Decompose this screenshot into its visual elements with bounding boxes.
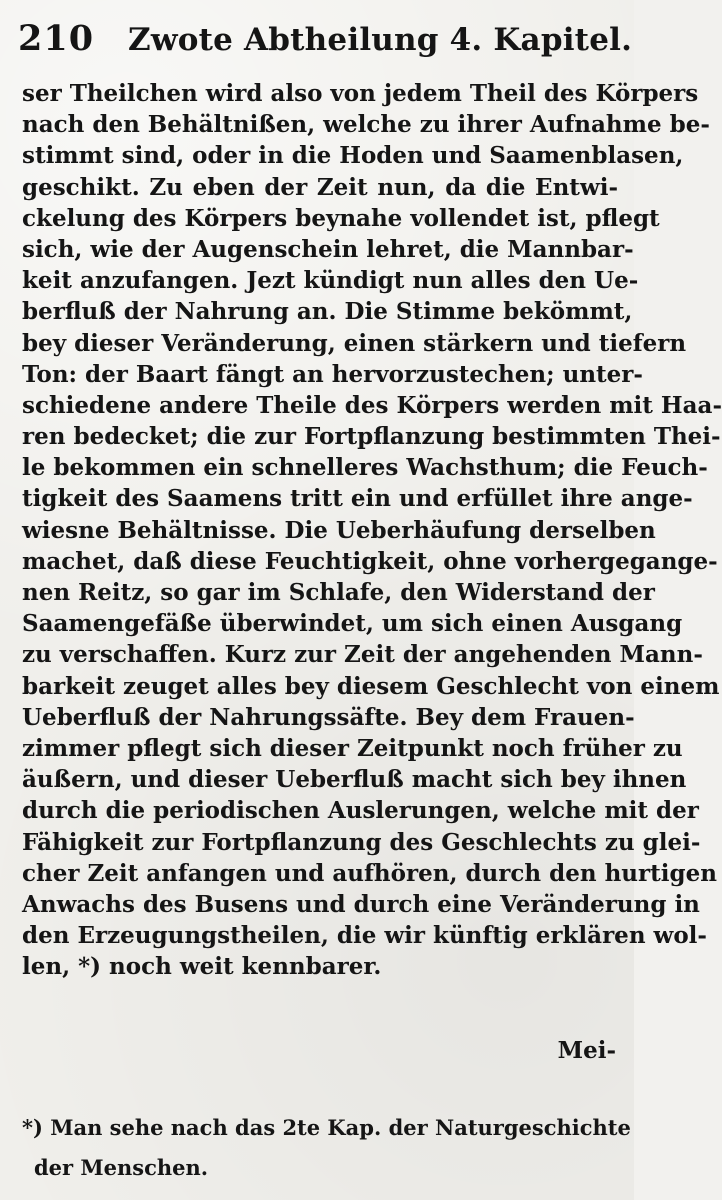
text-line: schiedene andere Theile des Körpers werden mit Haa- xyxy=(22,391,722,419)
page-header xyxy=(18,14,633,62)
text-line: Anwachs des Busens und durch eine Veränderung in xyxy=(22,890,700,918)
text-line: äußern, und dieser Ueberfluß macht sich bey ihnen xyxy=(22,766,687,794)
text-line: len, *) noch weit kennbarer. xyxy=(22,953,382,981)
text-line: den Erzeugungstheilen, die wir künftig erklären wol- xyxy=(22,922,707,950)
text-line: machet, daß diese Feuchtigkeit, ohne vorhergegange- xyxy=(22,547,718,575)
text-line: nen Reitz, so gar im Schlafe, den Widerstand der xyxy=(22,579,655,606)
text-line: zu verschaffen. Kurz zur Zeit der angehenden Mann- xyxy=(22,641,703,669)
footnote xyxy=(22,1108,631,1188)
page-number: 210 xyxy=(18,18,95,59)
catchword: Mei- xyxy=(557,1037,616,1064)
text-line: Fähigkeit zur Fortpflanzung des Geschlechts zu glei- xyxy=(22,828,701,856)
text-line: Ueberfluß der Nahrungssäfte. Bey dem Frauen- xyxy=(22,703,635,731)
text-line: berfluß der Nahrung an. Die Stimme bekömmt, xyxy=(22,298,633,326)
text-line: geschikt. Zu eben der Zeit nun, da die Entwi- xyxy=(22,173,618,201)
text-line: zimmer pflegt sich dieser Zeitpunkt noch früher zu xyxy=(22,734,683,762)
text-line: Saamengefäße überwindet, um sich einen Ausgang xyxy=(22,610,683,638)
text-line: wiesne Behältnisse. Die Ueberhäufung derselben xyxy=(22,516,656,544)
running-head: Zwote Abtheilung 4. Kapitel. xyxy=(128,22,633,58)
text-line: le bekommen ein schnelleres Wachsthum; die Feuch- xyxy=(22,454,708,482)
text-line: tigkeit des Saamens tritt ein und erfüllet ihre ange- xyxy=(22,485,693,513)
text-line: ser Theilchen wird also von jedem Theil des Körpers xyxy=(22,80,699,107)
text-line: cher Zeit anfangen und aufhören, durch den hurtigen xyxy=(22,859,717,887)
text-line: ckelung des Körpers beynahe vollendet ist, pflegt xyxy=(22,204,660,232)
body-text xyxy=(22,78,722,982)
text-line: keit anzufangen. Jezt kündigt nun alles den Ue- xyxy=(22,267,639,295)
footnote-line: der Menschen. xyxy=(34,1155,209,1180)
text-line: barkeit zeuget alles bey diesem Geschlecht von einem xyxy=(22,672,720,700)
text-line: durch die periodischen Auslerungen, welche mit der xyxy=(22,797,699,825)
text-line: bey dieser Veränderung, einen stärkern und tiefern xyxy=(22,329,687,357)
text-line: nach den Behältnißen, welche zu ihrer Aufnahme be- xyxy=(22,111,710,139)
text-line: stimmt sind, oder in die Hoden und Saamenblasen, xyxy=(22,142,684,170)
text-line: ren bedecket; die zur Fortpflanzung bestimmten Thei- xyxy=(22,423,721,451)
footnote-line: *) Man sehe nach das 2te Kap. der Naturgeschichte xyxy=(22,1115,631,1140)
text-line: Ton: der Baart fängt an hervorzustechen; unter- xyxy=(22,360,643,388)
text-line: sich, wie der Augenschein lehret, die Mannbar- xyxy=(22,235,634,263)
